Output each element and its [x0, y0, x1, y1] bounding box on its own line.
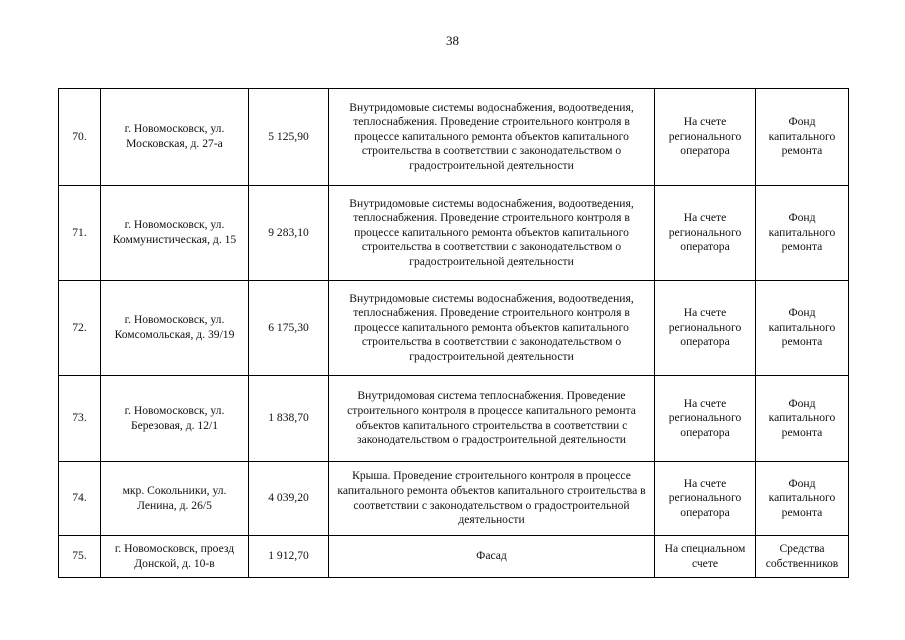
- table-row: [59, 376, 849, 462]
- table-row: [59, 89, 849, 186]
- work-type-cell: Внутридомовые системы водоснабжения, водоотведения, теплоснабжения. Проведение строительного контроля в процессе капитального ремонта объектов капитального строительства в соответствии с законодательством о градостроительной деятельности: [329, 281, 655, 376]
- funding-source-cell: Фонд капитального ремонта: [756, 376, 849, 462]
- row-number: 70.: [59, 89, 101, 186]
- funding-source-cell: Фонд капитального ремонта: [756, 89, 849, 186]
- row-number: 71.: [59, 186, 101, 281]
- row-number: 75.: [59, 536, 101, 578]
- account-cell: На счете регионального оператора: [655, 462, 756, 536]
- work-type-cell: Внутридомовые системы водоснабжения, водоотведения, теплоснабжения. Проведение строительного контроля в процессе капитального ремонта объектов капитального строительства в соответствии с законодательством о градостроительной деятельности: [329, 89, 655, 186]
- address-cell: г. Новомосковск, ул. Московская, д. 27-а: [101, 89, 249, 186]
- cost-cell: 1 912,70: [249, 536, 329, 578]
- funding-source-cell: Фонд капитального ремонта: [756, 186, 849, 281]
- cost-cell: 9 283,10: [249, 186, 329, 281]
- funding-source-cell: Фонд капитального ремонта: [756, 281, 849, 376]
- work-type-cell: Внутридомовая система теплоснабжения. Проведение строительного контроля в процессе капитального ремонта объектов капитального строительства в соответствии с законодательством о градостроительной деятельности: [329, 376, 655, 462]
- address-cell: г. Новомосковск, ул. Березовая, д. 12/1: [101, 376, 249, 462]
- table-row: [59, 462, 849, 536]
- account-cell: На счете регионального оператора: [655, 186, 756, 281]
- address-cell: г. Новомосковск, проезд Донской, д. 10-в: [101, 536, 249, 578]
- row-number: 74.: [59, 462, 101, 536]
- funding-source-cell: Средства собственников: [756, 536, 849, 578]
- cost-cell: 4 039,20: [249, 462, 329, 536]
- cost-cell: 5 125,90: [249, 89, 329, 186]
- cost-cell: 1 838,70: [249, 376, 329, 462]
- cost-cell: 6 175,30: [249, 281, 329, 376]
- page-number: 38: [446, 33, 459, 48]
- table-row: [59, 186, 849, 281]
- address-cell: г. Новомосковск, ул. Комсомольская, д. 39/19: [101, 281, 249, 376]
- row-number: 72.: [59, 281, 101, 376]
- work-type-cell: Внутридомовые системы водоснабжения, водоотведения, теплоснабжения. Проведение строительного контроля в процессе капитального ремонта объектов капитального строительства в соответствии с законодательством о градостроительной деятельности: [329, 186, 655, 281]
- table-row: [59, 536, 849, 578]
- table-row: [59, 281, 849, 376]
- repair-works-table: [58, 88, 849, 578]
- address-cell: г. Новомосковск, ул. Коммунистическая, д. 15: [101, 186, 249, 281]
- account-cell: На счете регионального оператора: [655, 281, 756, 376]
- account-cell: На специальном счете: [655, 536, 756, 578]
- work-type-cell: Крыша. Проведение строительного контроля в процессе капитального ремонта объектов капитального строительства в соответствии с законодательством о градостроительной деятельности: [329, 462, 655, 536]
- address-cell: мкр. Сокольники, ул. Ленина, д. 26/5: [101, 462, 249, 536]
- account-cell: На счете регионального оператора: [655, 89, 756, 186]
- work-type-cell: Фасад: [329, 536, 655, 578]
- row-number: 73.: [59, 376, 101, 462]
- funding-source-cell: Фонд капитального ремонта: [756, 462, 849, 536]
- account-cell: На счете регионального оператора: [655, 376, 756, 462]
